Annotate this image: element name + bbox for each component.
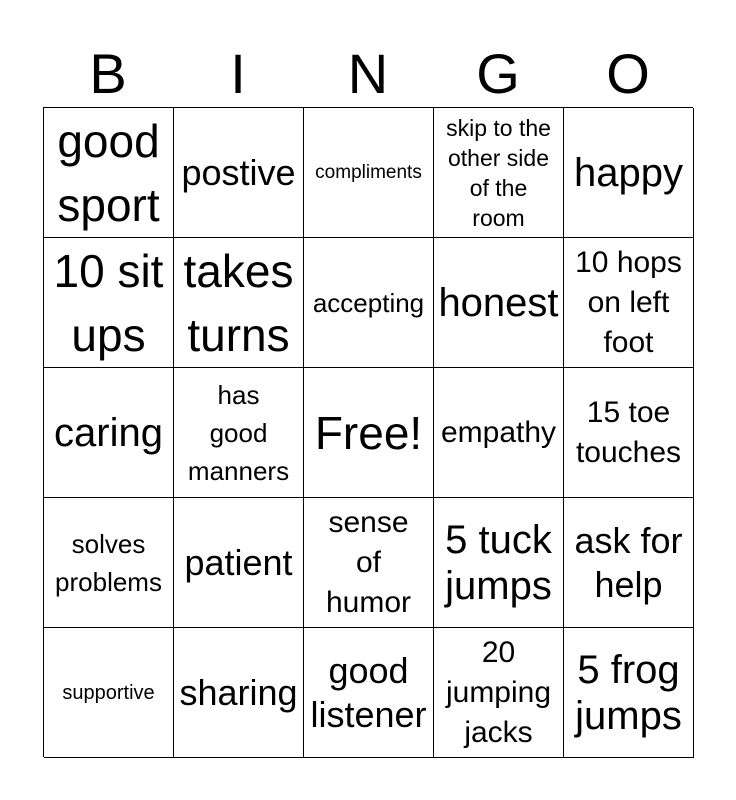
bingo-cell-label: 5 tuck jumps: [445, 517, 552, 608]
bingo-cell-label: good listener: [310, 649, 427, 735]
free-space-cell[interactable]: [304, 368, 434, 498]
bingo-cell-label: honest: [438, 280, 559, 325]
bingo-cell[interactable]: [564, 238, 694, 368]
bingo-cell-label: patient: [184, 541, 293, 583]
bingo-cell-label: postive: [181, 151, 296, 193]
bingo-cell-label: Free!: [314, 406, 423, 459]
bingo-cell[interactable]: [174, 368, 304, 498]
bingo-cell[interactable]: [564, 498, 694, 628]
bingo-cell-label: accepting: [312, 287, 425, 318]
bingo-cell[interactable]: [434, 238, 564, 368]
bingo-cell[interactable]: [434, 368, 564, 498]
bingo-cell[interactable]: [304, 108, 434, 238]
bingo-cell-label: happy: [574, 150, 683, 195]
bingo-cell[interactable]: [434, 108, 564, 238]
bingo-cell[interactable]: [174, 238, 304, 368]
bingo-cell-label: 20 jumping jacks: [445, 635, 552, 749]
bingo-cell[interactable]: [44, 368, 174, 498]
bingo-cell[interactable]: [44, 498, 174, 628]
bingo-cell-label: sense of humor: [325, 505, 412, 619]
bingo-grid: [43, 107, 693, 757]
bingo-cell[interactable]: [304, 238, 434, 368]
bingo-cell-label: supportive: [62, 681, 155, 704]
bingo-cell[interactable]: [564, 628, 694, 758]
header-letter-i: I: [230, 42, 246, 105]
header-letter-g: G: [476, 42, 520, 105]
header-letter-b: B: [89, 42, 127, 105]
bingo-cell-label: 10 sit ups: [53, 244, 164, 361]
bingo-cell-label: ask for help: [574, 519, 683, 605]
bingo-cell[interactable]: [174, 628, 304, 758]
bingo-cell-label: 5 frog jumps: [575, 647, 682, 738]
bingo-cell-label: 15 toe touches: [575, 395, 682, 469]
bingo-cell-label: skip to the other side of the room: [446, 114, 551, 231]
bingo-cell[interactable]: [564, 108, 694, 238]
bingo-cell-label: caring: [54, 410, 163, 455]
bingo-cell-label: good sport: [57, 114, 160, 231]
bingo-cell[interactable]: [304, 498, 434, 628]
header-letter-n: N: [347, 42, 389, 105]
bingo-cell[interactable]: [44, 628, 174, 758]
bingo-cell[interactable]: [304, 628, 434, 758]
header-letter-o: O: [606, 42, 650, 105]
bingo-cell-label: sharing: [179, 671, 298, 713]
bingo-header: [43, 40, 693, 108]
bingo-cell-label: empathy: [440, 415, 557, 449]
bingo-cell[interactable]: [44, 108, 174, 238]
bingo-cell[interactable]: [564, 368, 694, 498]
bingo-cell[interactable]: [44, 238, 174, 368]
bingo-cell-label: compliments: [315, 161, 422, 183]
bingo-cell-label: 10 hops on left foot: [575, 245, 682, 359]
bingo-cell-label: solves problems: [55, 528, 162, 597]
bingo-cell[interactable]: [434, 498, 564, 628]
bingo-cell[interactable]: [434, 628, 564, 758]
bingo-cell-label: has good manners: [187, 379, 290, 486]
bingo-cell-label: takes turns: [183, 244, 294, 361]
bingo-cell[interactable]: [174, 108, 304, 238]
bingo-cell[interactable]: [174, 498, 304, 628]
